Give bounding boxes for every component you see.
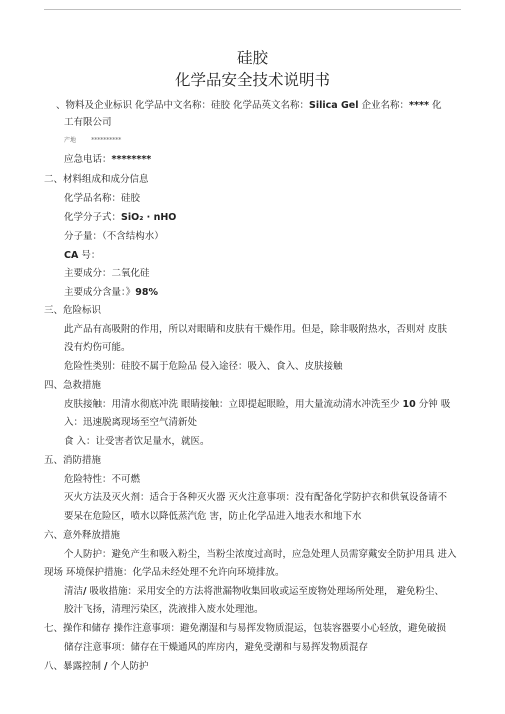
content-label: 主要成分含量：》 bbox=[64, 287, 136, 298]
address-line bbox=[64, 135, 121, 147]
section-8-text-b: 个人防护 bbox=[107, 661, 149, 672]
ca-label: CA bbox=[64, 250, 79, 261]
section-1-line-1 bbox=[56, 100, 441, 112]
ca-number-line bbox=[64, 250, 100, 262]
molecular-weight: 分子量：（不含结构水） bbox=[64, 231, 164, 242]
phone-label: 应急电话： bbox=[64, 154, 112, 165]
formula-value: SiO₂ · nHO bbox=[121, 212, 177, 223]
section-4-p3: 食 入：让受害者饮足量水，就医。 bbox=[64, 436, 210, 447]
section-4-p2: 入：迅速脱离现场至空气清新处 bbox=[64, 417, 198, 428]
content-value: 98% bbox=[135, 287, 159, 298]
formula-line bbox=[64, 212, 176, 224]
section-2-heading: 二、材料组成和成分信息 bbox=[44, 174, 149, 185]
rinse-minutes: 10 bbox=[402, 399, 416, 410]
section-6-p3-text-a: 清洁 bbox=[64, 586, 84, 597]
phone-line bbox=[64, 154, 151, 166]
section-4-p1 bbox=[64, 399, 450, 411]
address-label: 产地 bbox=[64, 137, 77, 144]
section-6-p3-text-b: 吸收措施：采用安全的方法将泄漏物收集回收或运至废物处理场所处理， 避免粉尘、 bbox=[86, 586, 445, 597]
address-value: ********** bbox=[91, 137, 122, 144]
section-6-heading: 六、意外释放措施 bbox=[44, 530, 121, 541]
ca-suffix: 号： bbox=[78, 250, 101, 261]
formula-label: 化学分子式： bbox=[64, 212, 122, 223]
section-8-text-a: 八、暴露控制 bbox=[44, 661, 105, 672]
section-6-slash: / bbox=[83, 586, 87, 597]
section-6-p1: 个人防护：避免产生和吸入粉尘，当粉尘浓度过高时，应急处理人员需穿戴安全防护用具 进入 bbox=[64, 549, 457, 560]
section-6-p2: 现场 环境保护措施：化学品未经处理不允许向环境排放。 bbox=[44, 567, 285, 578]
phone-value: ******** bbox=[111, 154, 152, 165]
section-5-p3: 要呆在危险区，喷水以降低蒸汽危 害，防止化学品进入地表水和地下水 bbox=[64, 511, 362, 522]
document-subtitle: 化学品安全技术说明书 bbox=[174, 71, 330, 89]
section-8-slash: / bbox=[104, 661, 108, 672]
section-1-text-a: 、物料及企业标识 化学品中文名称：硅胶 化学品英文名称： bbox=[56, 100, 310, 111]
section-5-heading: 五、消防措施 bbox=[44, 455, 102, 466]
section-5-p2: 灭火方法及灭火剂：适合于各种灭火器 灭火注意事项：没有配备化学防护衣和供氧设备请不 bbox=[64, 492, 448, 503]
section-1-text-c: 化 bbox=[428, 100, 442, 111]
section-7-p1: 储存注意事项：储存在干燥通风的库房内，避免受潮和与易挥发物质混存 bbox=[64, 642, 369, 653]
page-top-rule bbox=[44, 9, 461, 10]
content-line bbox=[64, 287, 158, 299]
section-3-p1: 此产品有高吸附的作用，所以对眼睛和皮肤有干燥作用。但是，除非吸附热水，否则对 皮肤 bbox=[64, 324, 448, 335]
main-component: 主要成分：二氧化硅 bbox=[64, 268, 150, 279]
section-3-heading: 三、危险标识 bbox=[44, 305, 102, 316]
section-3-p2: 没有灼伤可能。 bbox=[64, 342, 131, 353]
section-4-heading: 四、急救措施 bbox=[44, 380, 102, 391]
section-1-line-2: 工有限公司 bbox=[64, 117, 112, 128]
section-4-p1-text-a: 皮肤接触：用清水彻底冲洗 眼睛接触：立即提起眼睑，用大量流动清水冲洗至少 bbox=[64, 399, 403, 410]
section-6-p3 bbox=[64, 586, 444, 598]
section-3-p3: 危险性类别：硅胶不属于危险品 侵入途径：吸入、食入、皮肤接触 bbox=[64, 361, 343, 372]
section-4-p1-text-b: 分钟 吸 bbox=[415, 399, 451, 410]
chemical-name: 化学品名称：硅胶 bbox=[64, 193, 141, 204]
section-6-p4: 胶汁飞扬，清理污染区，洗液排入废水处理池。 bbox=[64, 604, 264, 615]
section-5-p1: 危险特性：不可燃 bbox=[64, 474, 141, 485]
section-7-heading: 七、操作和储存 操作注意事项：避免潮湿和与易挥发物质混运，包装容器要小心轻放，避免破损 bbox=[44, 623, 447, 634]
section-1-text-b: 企业名称： bbox=[358, 100, 410, 111]
section-8-heading bbox=[44, 661, 149, 673]
document-title: 硅胶 bbox=[236, 49, 268, 67]
company-name-mask: **** bbox=[409, 100, 429, 111]
english-name: Silica Gel bbox=[309, 100, 359, 111]
